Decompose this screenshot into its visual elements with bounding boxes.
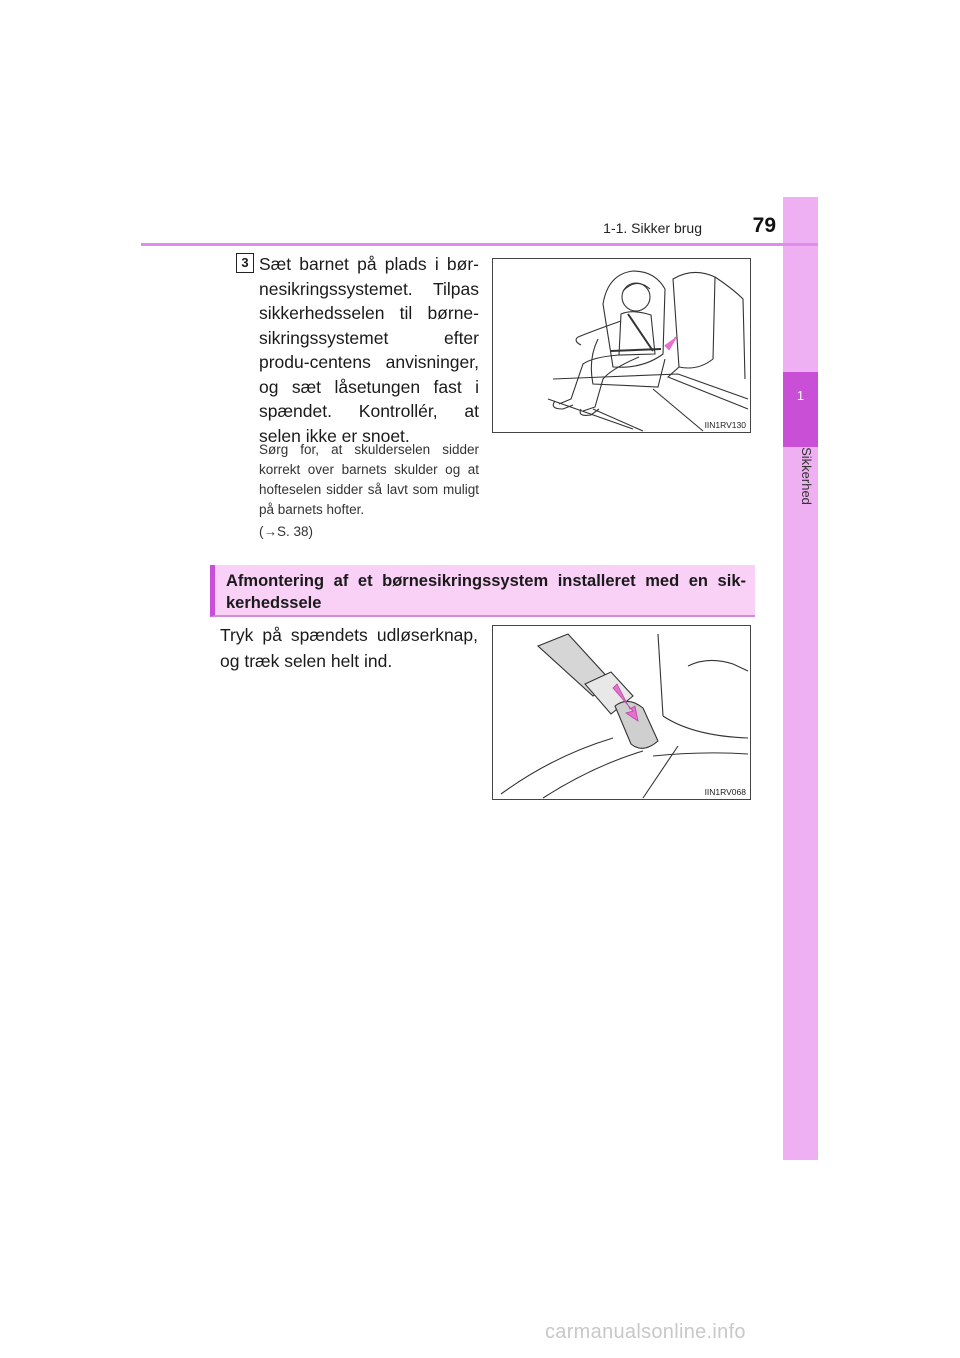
section-heading-text: Afmontering af et børnesikringssystem installeret med en sik-kerhedssele: [226, 572, 746, 612]
figure-code: IIN1RV068: [704, 787, 746, 797]
section-title: 1-1. Sikker brug: [603, 220, 702, 236]
side-tab-strip: [783, 197, 818, 1160]
child-seat-illustration: [492, 258, 751, 433]
side-tab-number: 1: [796, 388, 805, 403]
watermark: carmanualsonline.info: [545, 1321, 746, 1343]
side-tab-label: Sikkerhed: [799, 447, 814, 505]
section-heading: [210, 565, 755, 617]
step-note: Sørg for, at skulderselen sidder korrekt over barnets skulder og at hofteselen sidder så lavt som muligt på barnets hofter.: [259, 442, 479, 517]
buckle-drawing: [493, 626, 750, 799]
pointer-arrow-icon: [665, 337, 676, 349]
page-reference-link[interactable]: (→S. 38): [259, 524, 314, 539]
removal-instruction: Tryk på spændets udløserknap, og træk selen helt ind.: [220, 625, 478, 671]
step-instruction: Sæt barnet på plads i bør-nesikringssystemet. Tilpas sikkerhedsselen til børne-sikringssystemet efter produ-centens anvisninger, og sæt låsetungen fast i spændet. Kontrollér, at selen ikke er snoet.: [259, 254, 479, 446]
child-seat-drawing: [493, 259, 750, 432]
page-number: 79: [752, 214, 776, 237]
figure-code: IIN1RV130: [704, 420, 746, 430]
step-number-badge: 3: [236, 253, 254, 273]
buckle-release-illustration: [492, 625, 751, 800]
header-rule: [141, 243, 818, 246]
